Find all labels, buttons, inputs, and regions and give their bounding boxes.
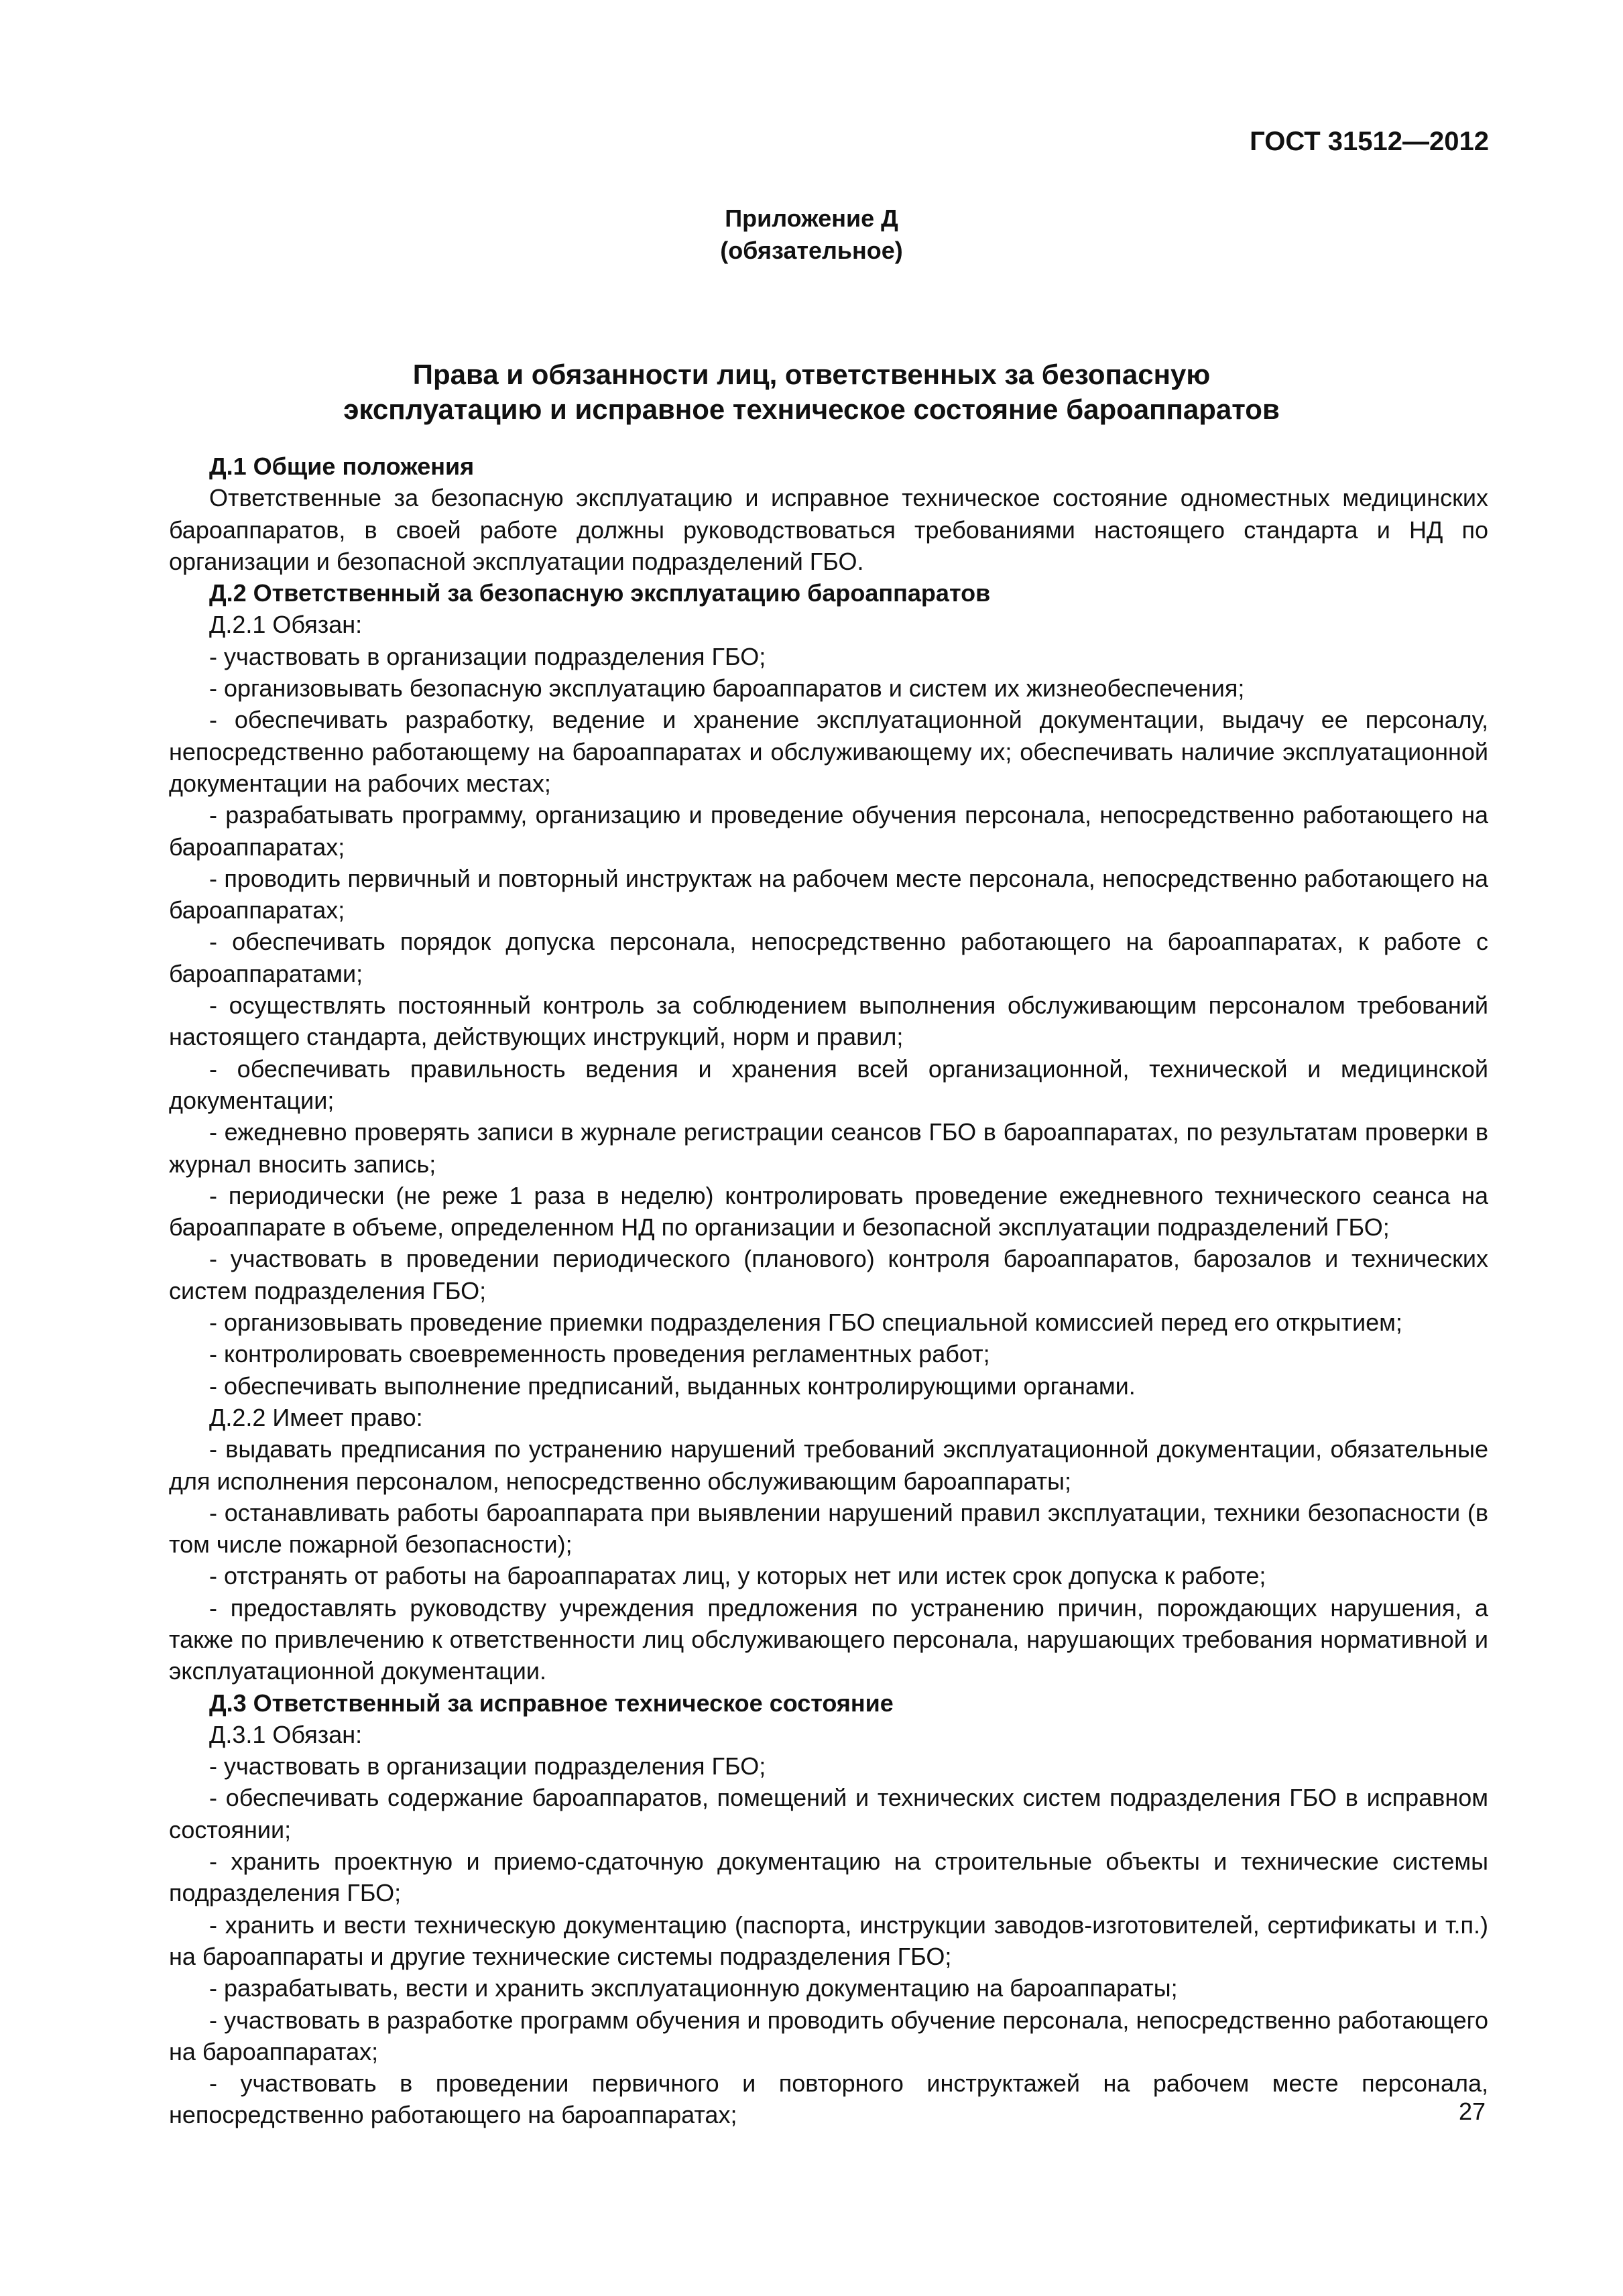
list-item: - разрабатывать программу, организацию и проведение обучения персонала, непосредственно работающего на бароаппаратах; <box>169 801 1488 861</box>
list-item: - организовывать безопасную эксплуатацию бароаппаратов и систем их жизнеобеспечения; <box>209 674 1245 703</box>
document-code: ГОСТ 31512—2012 <box>1250 127 1489 156</box>
appendix-title-line-1: Права и обязанности лиц, ответственных за безопасную <box>412 359 1211 390</box>
list-item: - выдавать предписания по устранению нарушений требований эксплуатационной документации, обязательные для исполнения персоналом, непосредственно обслуживающим бароаппараты; <box>169 1435 1488 1495</box>
list-item: - участвовать в разработке программ обучения и проводить обучение персонала, непосредственно работающего на бароаппаратах; <box>169 2006 1488 2065</box>
list-item: - хранить и вести техническую документацию (паспорта, инструкции заводов-изготовителей, сертификаты и т.п.) на бароаппараты и другие технические системы подразделения ГБО; <box>169 1911 1488 1970</box>
subsection-heading: Д.2.2 Имеет право: <box>209 1403 423 1431</box>
list-item: - контролировать своевременность проведения регламентных работ; <box>209 1340 990 1368</box>
list-item: - обеспечивать содержание бароаппаратов, помещений и технических систем подразделения ГБО в исправном состоянии; <box>169 1784 1488 1844</box>
page-number: 27 <box>1458 2098 1486 2125</box>
list-item: - отстранять от работы на бароаппаратах лиц, у которых нет или истек срок допуска к работе; <box>209 1562 1266 1590</box>
list-item: - участвовать в проведении первичного и повторного инструктажей на рабочем месте персонала, непосредственно работающего на бароаппаратах; <box>169 2069 1488 2129</box>
appendix-status: (обязательное) <box>720 237 903 264</box>
appendix-title <box>0 357 1623 427</box>
list-item: - участвовать в проведении периодического (планового) контроля бароаппаратов, барозалов и технических систем подразделения ГБО; <box>169 1245 1488 1305</box>
list-item: - обеспечивать выполнение предписаний, выданных контролирующими органами. <box>209 1372 1136 1400</box>
list-item: - разрабатывать, вести и хранить эксплуатационную документацию на бароаппараты; <box>209 1974 1178 2002</box>
appendix-label: Приложение Д <box>725 204 898 232</box>
section-heading: Д.2 Ответственный за безопасную эксплуатацию бароаппаратов <box>209 579 991 607</box>
document-body <box>169 450 1488 2131</box>
list-item: - предоставлять руководству учреждения предложения по устранению причин, порождающих нарушения, а также по привлечению к ответственности лиц обслуживающего персонала, нарушающих требования нормативной и эксплуатационной документации. <box>169 1593 1488 1685</box>
list-item: - останавливать работы бароаппарата при выявлении нарушений правил эксплуатации, техники безопасности (в том числе пожарной безопасности); <box>169 1498 1488 1559</box>
list-item: - периодически (не реже 1 раза в неделю) контролировать проведение ежедневного технического сеанса на бароаппарате в объеме, определенном НД по организации и безопасной эксплуатации подразделений ГБО; <box>169 1181 1488 1242</box>
section-heading: Д.1 Общие положения <box>209 452 475 480</box>
list-item: - обеспечивать порядок допуска персонала, непосредственно работающего на бароаппаратах, к работе с бароаппаратами; <box>169 928 1488 987</box>
section-heading: Д.3 Ответственный за исправное техническое состояние <box>209 1689 894 1717</box>
list-item: - участвовать в организации подразделения ГБО; <box>209 1752 766 1780</box>
subsection-heading: Д.3.1 Обязан: <box>209 1720 363 1748</box>
list-item: - обеспечивать разработку, ведение и хранение эксплуатационной документации, выдачу ее персоналу, непосредственно работающему на бароаппаратах и обслуживающему их; обеспечивать наличие эксплуатационной документации на рабочих местах; <box>169 706 1488 797</box>
list-item: - проводить первичный и повторный инструктаж на рабочем месте персонала, непосредственно работающего на бароаппаратах; <box>169 864 1488 924</box>
list-item: - осуществлять постоянный контроль за соблюдением выполнения обслуживающим персоналом требований настоящего стандарта, действующих инструкций, норм и правил; <box>169 991 1488 1051</box>
appendix-title-line-2: эксплуатацию и исправное техническое состояние бароаппаратов <box>343 394 1280 425</box>
list-item: - обеспечивать правильность ведения и хранения всей организационной, технической и медицинской документации; <box>169 1054 1488 1114</box>
list-item: - ежедневно проверять записи в журнале регистрации сеансов ГБО в бароаппаратах, по результатам проверки в журнал вносить запись; <box>169 1118 1488 1178</box>
list-item: - участвовать в организации подразделения ГБО; <box>209 642 766 670</box>
paragraph: Ответственные за безопасную эксплуатацию и исправное техническое состояние одноместных медицинских бароаппаратов, в своей работе должны руководствоваться требованиями настоящего стандарта и НД по организации и безопасной эксплуатации подразделений ГБО. <box>169 484 1488 575</box>
list-item: - организовывать проведение приемки подразделения ГБО специальной комиссией перед его открытием; <box>209 1309 1402 1337</box>
appendix-heading <box>0 202 1623 267</box>
list-item: - хранить проектную и приемо-сдаточную документацию на строительные объекты и технические системы подразделения ГБО; <box>169 1848 1488 1907</box>
subsection-heading: Д.2.1 Обязан: <box>209 611 363 639</box>
